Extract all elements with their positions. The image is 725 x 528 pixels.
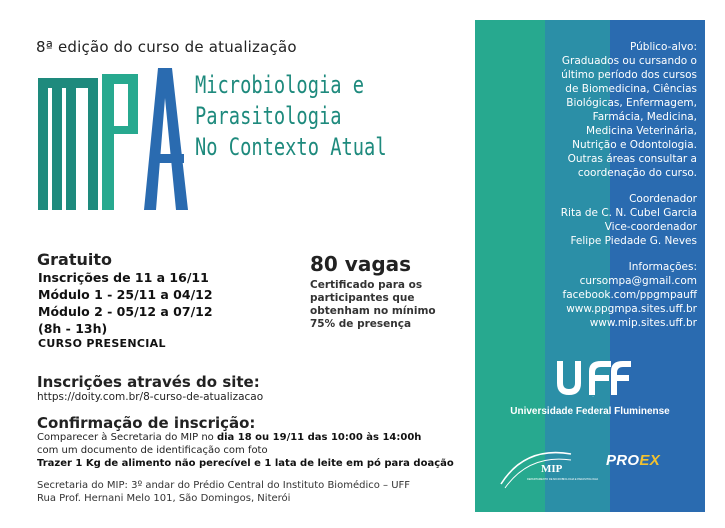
cert-line: Certificado para os (310, 279, 423, 291)
logo-title-line-2: Parasitologia (195, 102, 342, 130)
publico-line: Farmácia, Medicina, (592, 111, 697, 123)
uff-logo-text: uff (592, 397, 594, 398)
coord-line: Felipe Piedade G. Neves (570, 235, 697, 247)
publico-line: último período dos cursos (561, 69, 697, 81)
secretaria-line-2: Rua Prof. Hernani Melo 101, São Domingos, Niterói (37, 493, 291, 504)
contact-facebook[interactable]: facebook.com/ppgmpauff (562, 289, 697, 301)
confirmacao-body (37, 431, 454, 470)
schedule-list (38, 269, 213, 337)
publico-line: Biológicas, Enfermagem, (566, 97, 697, 109)
confirmacao-line-2: com um documento de identificação com foto (37, 445, 268, 456)
informacoes-block (472, 260, 697, 330)
uff-logo (553, 357, 633, 403)
inscricoes-url[interactable]: https://doity.com.br/8-curso-de-atualizacao (37, 391, 264, 403)
gratuito-label: Gratuito (37, 250, 112, 269)
contact-site-mip[interactable]: www.mip.sites.uff.br (589, 317, 697, 329)
certificate-note (310, 279, 436, 331)
publico-line: de Biomedicina, Ciências (565, 83, 697, 95)
coord-line: Vice-coordenador (604, 221, 697, 233)
publico-line: Público-alvo: (629, 41, 697, 53)
contact-site-ppgmpa[interactable]: www.ppgmpa.sites.uff.br (566, 303, 697, 315)
publico-line: Medicina Veterinária, (586, 125, 697, 137)
confirmacao-line-1-dates: dia 18 ou 19/11 das 10:00 às 14:00h (216, 432, 422, 443)
publico-line: coordenação do curso. (577, 167, 697, 179)
mip-subtitle: DEPARTAMENTO DE MICROBIOLOGIA E PARASITOLOGIA (527, 478, 599, 481)
coord-line: Coordenador (629, 193, 697, 205)
info-heading: Informações: (628, 261, 697, 273)
confirmacao-line-1 (37, 431, 454, 444)
proex-logo-ex: EX (639, 452, 661, 469)
modulo-1-dates: Módulo 1 - 25/11 a 04/12 (38, 287, 213, 302)
coord-line: Rita de C. N. Cubel Garcia (560, 207, 697, 219)
info-panel (475, 20, 705, 512)
secretaria-address (37, 479, 410, 505)
logo-letter-a (144, 68, 188, 210)
mpa-logo-graphic (38, 68, 188, 210)
publico-alvo-block (472, 40, 697, 180)
publico-line: Outras áreas consultar a (567, 153, 697, 165)
cert-line: participantes que (310, 292, 415, 304)
inscricoes-heading: Inscrições através do site: (37, 373, 260, 391)
vagas-count: 80 vagas (310, 252, 412, 276)
confirmacao-line-1-text: Comparecer à Secretaria do MIP no (37, 432, 217, 443)
coordenacao-block (472, 192, 697, 248)
donation-note: Trazer 1 Kg de alimento não perecível e 1 lata de leite em pó para doação (37, 458, 454, 469)
modulo-2-dates: Módulo 2 - 05/12 a 07/12 (38, 304, 213, 319)
logo-title-line-1: Microbiologia e (195, 71, 365, 99)
curso-presencial-label: CURSO PRESENCIAL (38, 337, 166, 350)
cert-line: obtenham no mínimo (310, 305, 436, 317)
contact-email[interactable]: cursompa@gmail.com (579, 275, 697, 287)
schedule-hours: (8h - 13h) (38, 321, 108, 336)
cert-line: 75% de presença (310, 318, 412, 330)
logo-title-line-3: No Contexto Atual (195, 133, 387, 161)
logo-letter-p (102, 74, 138, 210)
publico-line: Graduados ou cursando o (561, 55, 697, 67)
logo-letter-m (38, 78, 98, 210)
panel-text (472, 40, 697, 342)
logo-title (195, 70, 387, 163)
inscricoes-dates: Inscrições de 11 a 16/11 (38, 270, 209, 285)
uff-name: Universidade Federal Fluminense (510, 406, 670, 417)
confirmacao-line-3 (37, 457, 454, 470)
proex-logo (606, 452, 660, 469)
mip-logo (497, 440, 599, 495)
confirmacao-heading: Confirmação de inscrição: (37, 414, 256, 432)
publico-line: Nutrição e Odontologia. (572, 139, 697, 151)
proex-logo-pro: PRO (606, 452, 640, 469)
edition-title: 8ª edição do curso de atualização (36, 38, 297, 56)
secretaria-line-1: Secretaria do MIP: 3º andar do Prédio Central do Instituto Biomédico – UFF (37, 480, 411, 491)
mip-logo-text: MIP (541, 463, 563, 475)
